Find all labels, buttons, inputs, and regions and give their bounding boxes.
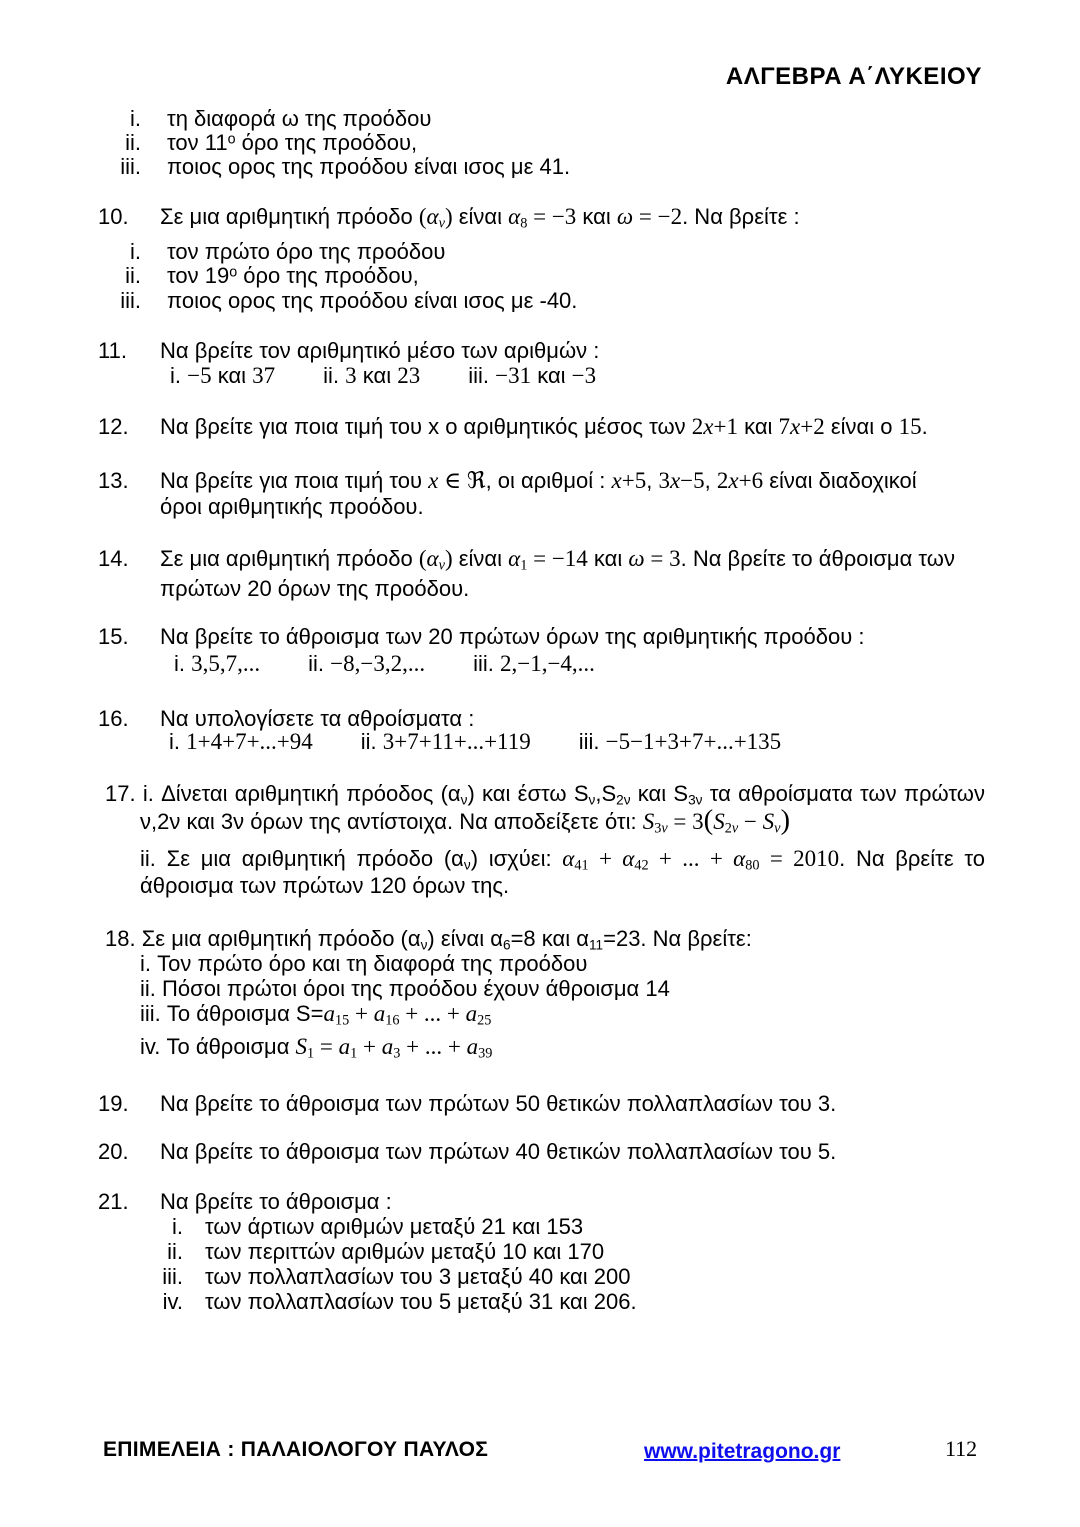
item-text: ii. Πόσοι πρώτοι όροι της προόδου έχουν άθροισμα 14	[140, 976, 670, 1001]
exercise-9-item-ii	[0, 130, 1080, 157]
exercise-title-text: 18. Σε μια αριθμητική πρόοδο $(\alpha_\nu)$ είναι $\alpha_6=8$ και $\alpha_{11}=23$. Να βρείτε:	[105, 926, 752, 953]
exercise-18-item-ii	[0, 976, 1080, 1003]
exercise-18-line1	[0, 926, 1080, 953]
item-label: iv.	[162, 1289, 183, 1314]
exercise-number: 10.	[98, 204, 129, 229]
exercise-17-line1: 17. i. Δίνεται αριθμητική πρόοδος $(\alpha_\nu)$ και έστω $S_\nu,S_{2\nu}$ και $S_{3\nu}$ τα αθροίσματα των πρώτων	[105, 781, 985, 808]
exercise-text: όροι αριθμητικής προόδου.	[160, 494, 424, 519]
exercise-10-item-i	[0, 239, 1080, 266]
exercise-number: 13.	[98, 468, 129, 493]
exercise-number: 12.	[98, 414, 129, 439]
exercise-title-text: Να βρείτε το άθροισμα :	[160, 1189, 392, 1214]
exercise-18-item-i	[0, 951, 1080, 978]
exercise-19-title	[0, 1091, 1080, 1118]
footer-editor-credit: ΕΠΙΜΕΛΕΙΑ : ΠΑΛΑΙΟΛΟΓΟΥ ΠΑΥΛΟΣ	[103, 1438, 489, 1461]
exercise-text: άθροισμα των πρώτων 120 όρων της.	[140, 873, 510, 898]
exercise-number: 14.	[98, 546, 129, 571]
exercise-title-text: Να υπολογίσετε τα αθροίσματα :	[160, 706, 475, 731]
item-text: i. Τον πρώτο όρο και τη διαφορά της προόδου	[140, 951, 588, 976]
exercise-title-text: Να βρείτε για ποια τιμή του x ∈ ℜ, οι αριθμοί : x+5, 3x−5, 2x+6 είναι διαδοχικοί	[160, 468, 917, 493]
exercise-20-title	[0, 1139, 1080, 1166]
exercise-9-item-iii	[0, 154, 1080, 181]
exercise-text: ν,2ν και 3ν όρων της αντίστοιχα. Να αποδείξετε ότι: $S_{3\nu} = 3(S_{2\nu} - S_\nu)$	[140, 804, 791, 837]
exercise-number: 20.	[98, 1139, 129, 1164]
item-label: i.	[130, 106, 141, 131]
item-label: iii.	[120, 154, 141, 179]
item-label: i.	[130, 239, 141, 264]
item-label: iii.	[120, 288, 141, 313]
options-text: i. 1+4+7+...+94 ii. 3+7+11+...+119 iii. −5−1+3+7+...+135	[169, 729, 782, 754]
item-text: ποιος ορος της προόδου είναι ισος με -40.	[167, 288, 578, 313]
exercise-17-line3: ii. Σε μια αριθμητική πρόοδο $(\alpha_\nu)$ ισχύει: $\alpha_{41} + \alpha_{42}$ + ... + $\alpha_{80} = 2010$. Να βρείτε το	[140, 846, 985, 874]
options-text: i. −5 και 37 ii. 3 και 23 iii. −31 και −3	[170, 363, 597, 388]
exercise-12-title	[0, 414, 1080, 441]
options-text: i. 3,5,7,... ii. −8,−3,2,... iii. 2,−1,−4,...	[174, 651, 595, 676]
exercise-21-item-ii	[0, 1239, 1080, 1266]
item-text: τη διαφορά ω της προόδου	[167, 106, 432, 131]
item-label: ii.	[167, 1239, 183, 1264]
item-text: τον $19^o$ όρο της προόδου,	[167, 263, 419, 288]
exercise-title-text: Να βρείτε το άθροισμα των 20 πρώτων όρων της αριθμητικής προόδου :	[160, 624, 865, 649]
exercise-title-text: Σε μια αριθμητική πρόοδο $(\alpha_\nu)$ είναι $\alpha_8 = -3$ και ω = −2. Να βρείτε :	[160, 204, 800, 232]
exercise-9-item-i	[0, 106, 1080, 133]
exercise-10-item-iii	[0, 288, 1080, 315]
exercise-21-item-iv	[0, 1289, 1080, 1316]
exercise-number: 15.	[98, 624, 129, 649]
item-text: iv. Το άθροισμα $S_1 = a_1 + a_3$ + ... + $a_{39}$	[140, 1034, 493, 1062]
exercise-21-item-iii	[0, 1264, 1080, 1291]
exercise-11-options	[0, 363, 1080, 390]
item-text: των άρτιων αριθμών μεταξύ 21 και 153	[205, 1214, 584, 1239]
page-number: 112	[945, 1436, 978, 1461]
exercise-14-line2	[0, 576, 1080, 603]
exercise-15-title	[0, 624, 1080, 651]
exercise-14-line1	[0, 546, 1080, 573]
item-text: τον πρώτο όρο της προόδου	[167, 239, 446, 264]
exercise-18-item-iv	[0, 1034, 1080, 1061]
website-link[interactable]: www.pitetragono.gr	[644, 1440, 841, 1463]
exercise-17-line2	[0, 804, 1080, 837]
exercise-17-line4	[0, 873, 1080, 900]
exercise-11-title	[0, 338, 1080, 365]
exercise-21-title	[0, 1189, 1080, 1216]
item-label: ii.	[125, 130, 141, 155]
item-text: iii. Το άθροισμα $S=a_{15} + a_{16}$ + ... + $a_{25}$	[140, 1001, 492, 1029]
item-text: των περιττών αριθμών μεταξύ 10 και 170	[205, 1239, 605, 1264]
exercise-title-text: Να βρείτε για ποια τιμή του x ο αριθμητικός μέσος των 2x+1 και 7x+2 είναι ο 15.	[160, 414, 928, 439]
item-text: τον $11^o$ όρο της προόδου,	[167, 130, 418, 155]
exercise-10-item-ii	[0, 263, 1080, 290]
item-text: των πολλαπλασίων του 5 μεταξύ 31 και 206.	[205, 1289, 637, 1314]
item-label: iii.	[162, 1264, 183, 1289]
exercise-13-line1	[0, 468, 1080, 495]
exercise-title-text: Να βρείτε τον αριθμητικό μέσο των αριθμών :	[160, 338, 600, 363]
exercise-number: 19.	[98, 1091, 129, 1116]
item-label: ii.	[125, 263, 141, 288]
exercise-10-title	[0, 204, 1080, 231]
item-text: των πολλαπλασίων του 3 μεταξύ 40 και 200	[205, 1264, 631, 1289]
exercise-16-options	[0, 729, 1080, 756]
item-text: ποιος ορος της προόδου είναι ισος με 41.	[167, 154, 571, 179]
exercise-13-line2	[0, 494, 1080, 521]
exercise-title-text: Σε μια αριθμητική πρόοδο $(\alpha_\nu)$ είναι $\alpha_1 = -14$ και ω = 3. Να βρείτε το άθροισμα των	[160, 546, 955, 574]
exercise-15-options	[0, 651, 1080, 678]
exercise-text: πρώτων 20 όρων της προόδου.	[160, 576, 470, 601]
item-label: i.	[172, 1214, 183, 1239]
exercise-number: 11.	[98, 338, 127, 363]
exercise-title-text: Να βρείτε το άθροισμα των πρώτων 50 θετικών πολλαπλασίων του 3.	[160, 1091, 837, 1116]
exercise-title-text: Να βρείτε το άθροισμα των πρώτων 40 θετικών πολλαπλασίων του 5.	[160, 1139, 837, 1164]
exercise-18-item-iii	[0, 1001, 1080, 1028]
exercise-number: 16.	[98, 706, 129, 731]
exercise-21-item-i	[0, 1214, 1080, 1241]
exercise-number: 21.	[98, 1189, 129, 1214]
page-header-title: ΑΛΓΕΒΡΑ Α΄ΛΥΚΕΙΟΥ	[725, 63, 982, 90]
